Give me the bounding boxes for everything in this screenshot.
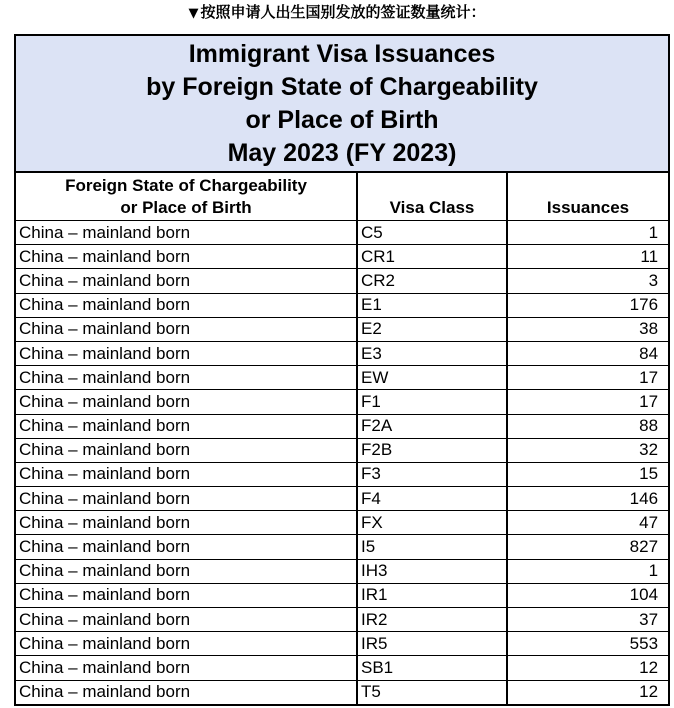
place-cell: China – mainland born xyxy=(15,245,357,269)
column-header-visa-class: Visa Class xyxy=(357,172,507,221)
visa-class-cell: IR5 xyxy=(357,632,507,656)
visa-class-cell: E1 xyxy=(357,293,507,317)
issuances-cell: 32 xyxy=(507,438,669,462)
place-cell: China – mainland born xyxy=(15,608,357,632)
visa-class-cell: CR1 xyxy=(357,245,507,269)
visa-class-cell: E3 xyxy=(357,341,507,365)
visa-class-cell: IR2 xyxy=(357,608,507,632)
column-header-issuances: Issuances xyxy=(507,172,669,221)
issuances-cell: 12 xyxy=(507,656,669,680)
issuances-cell: 15 xyxy=(507,462,669,486)
caption-text: 按照申请人出生国别发放的签证数量统计： xyxy=(200,3,486,21)
page-caption xyxy=(0,2,674,24)
place-cell: China – mainland born xyxy=(15,269,357,293)
table-row xyxy=(15,511,669,535)
issuances-cell: 88 xyxy=(507,414,669,438)
table-title xyxy=(15,35,669,172)
visa-class-cell: E2 xyxy=(357,317,507,341)
visa-class-cell: IH3 xyxy=(357,559,507,583)
visa-class-cell: T5 xyxy=(357,680,507,705)
visa-class-cell: F4 xyxy=(357,487,507,511)
issuances-cell: 12 xyxy=(507,680,669,705)
table-row xyxy=(15,269,669,293)
place-cell: China – mainland born xyxy=(15,293,357,317)
table-row xyxy=(15,293,669,317)
visa-class-cell: F2A xyxy=(357,414,507,438)
place-cell: China – mainland born xyxy=(15,487,357,511)
visa-class-cell: F1 xyxy=(357,390,507,414)
visa-issuance-table xyxy=(14,34,670,706)
table-row xyxy=(15,656,669,680)
visa-class-cell: FX xyxy=(357,511,507,535)
triangle-down-icon: ▼ xyxy=(188,6,199,21)
place-cell: China – mainland born xyxy=(15,680,357,705)
table-body xyxy=(15,221,669,705)
issuances-cell: 17 xyxy=(507,390,669,414)
issuances-cell: 104 xyxy=(507,583,669,607)
place-cell: China – mainland born xyxy=(15,221,357,245)
issuances-cell: 47 xyxy=(507,511,669,535)
place-cell: China – mainland born xyxy=(15,462,357,486)
issuances-cell: 84 xyxy=(507,341,669,365)
visa-class-cell: SB1 xyxy=(357,656,507,680)
place-cell: China – mainland born xyxy=(15,414,357,438)
place-cell: China – mainland born xyxy=(15,583,357,607)
visa-class-cell: CR2 xyxy=(357,269,507,293)
place-cell: China – mainland born xyxy=(15,559,357,583)
place-cell: China – mainland born xyxy=(15,390,357,414)
issuances-cell: 146 xyxy=(507,487,669,511)
column-header-place xyxy=(15,172,357,221)
table-row xyxy=(15,221,669,245)
table-row xyxy=(15,608,669,632)
title-line: by Foreign State of Chargeability xyxy=(146,73,538,101)
place-cell: China – mainland born xyxy=(15,511,357,535)
issuances-cell: 1 xyxy=(507,221,669,245)
table-row xyxy=(15,317,669,341)
column-header-place-line2: or Place of Birth xyxy=(120,198,252,217)
table-row xyxy=(15,583,669,607)
issuances-cell: 3 xyxy=(507,269,669,293)
place-cell: China – mainland born xyxy=(15,317,357,341)
issuances-cell: 176 xyxy=(507,293,669,317)
table-row xyxy=(15,535,669,559)
place-cell: China – mainland born xyxy=(15,632,357,656)
title-line: May 2023 (FY 2023) xyxy=(227,139,457,167)
place-cell: China – mainland born xyxy=(15,535,357,559)
issuances-cell: 11 xyxy=(507,245,669,269)
table-row xyxy=(15,366,669,390)
visa-class-cell: F2B xyxy=(357,438,507,462)
issuances-cell: 1 xyxy=(507,559,669,583)
table-row xyxy=(15,341,669,365)
issuances-cell: 37 xyxy=(507,608,669,632)
place-cell: China – mainland born xyxy=(15,438,357,462)
issuances-cell: 17 xyxy=(507,366,669,390)
issuances-cell: 553 xyxy=(507,632,669,656)
visa-class-cell: EW xyxy=(357,366,507,390)
title-line: Immigrant Visa Issuances xyxy=(188,40,496,68)
table-row xyxy=(15,632,669,656)
table-row xyxy=(15,462,669,486)
issuances-cell: 827 xyxy=(507,535,669,559)
table-row xyxy=(15,390,669,414)
visa-class-cell: I5 xyxy=(357,535,507,559)
table-row xyxy=(15,680,669,705)
place-cell: China – mainland born xyxy=(15,341,357,365)
title-line: or Place of Birth xyxy=(245,106,439,134)
place-cell: China – mainland born xyxy=(15,656,357,680)
table-row xyxy=(15,487,669,511)
issuances-cell: 38 xyxy=(507,317,669,341)
column-header-place-line1: Foreign State of Chargeability xyxy=(65,176,307,195)
table-row xyxy=(15,559,669,583)
table-row xyxy=(15,414,669,438)
visa-class-cell: C5 xyxy=(357,221,507,245)
table-row xyxy=(15,245,669,269)
place-cell: China – mainland born xyxy=(15,366,357,390)
visa-class-cell: F3 xyxy=(357,462,507,486)
visa-class-cell: IR1 xyxy=(357,583,507,607)
table-row xyxy=(15,438,669,462)
visa-table-container xyxy=(14,34,670,706)
